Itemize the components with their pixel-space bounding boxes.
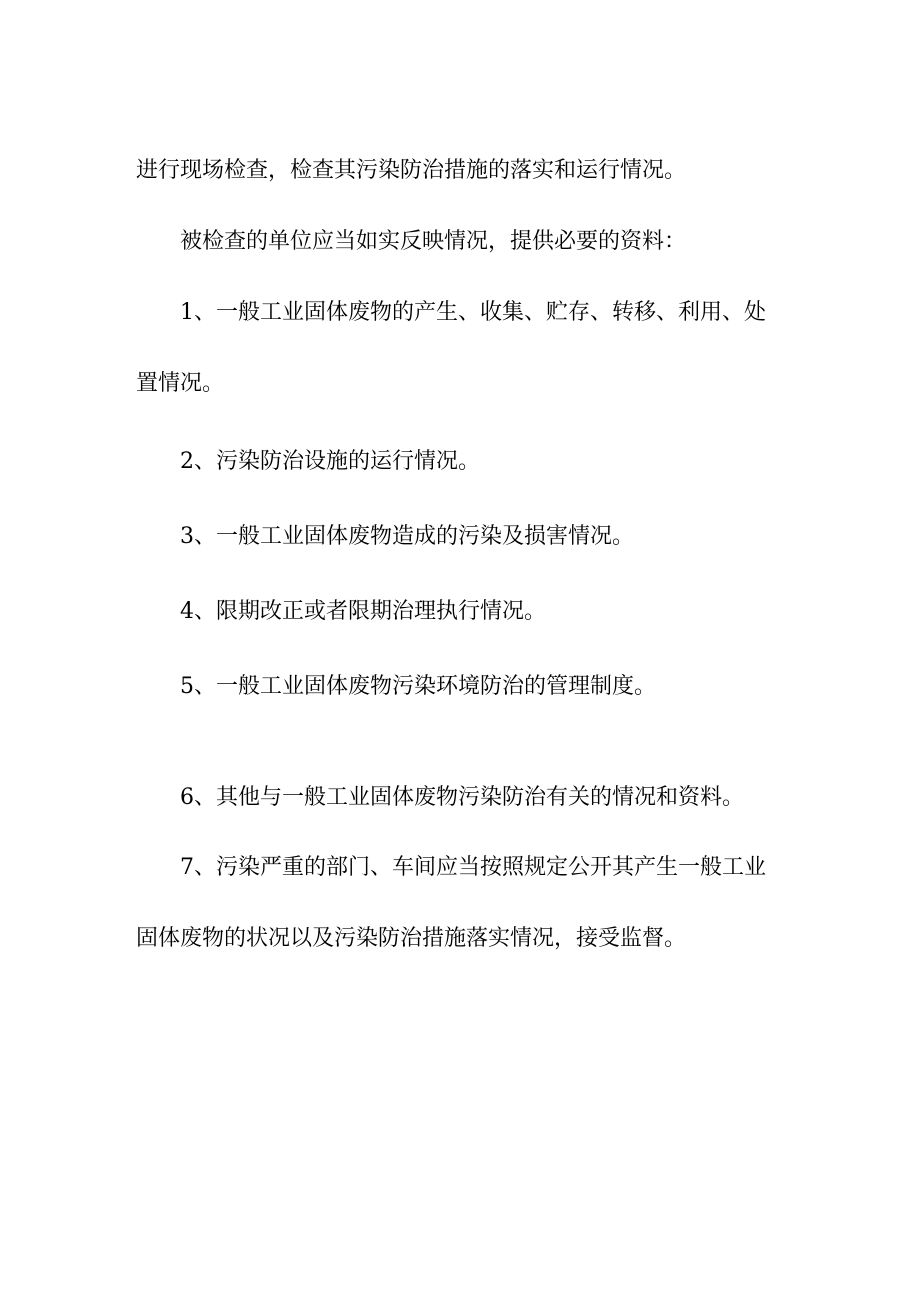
list-item-4: 4、限期改正或者限期治理执行情况。 (180, 599, 546, 624)
list-item-6: 6、其他与一般工业固体废物污染防治有关的情况和资料。 (180, 785, 744, 810)
list-item-5: 5、一般工业固体废物污染环境防治的管理制度。 (180, 674, 656, 699)
list-item-2: 2、污染防治设施的运行情况。 (180, 449, 480, 474)
list-item-3: 3、一般工业固体废物造成的污染及损害情况。 (180, 524, 634, 549)
list-item-7-line-2: 固体废物的状况以及污染防治措施落实情况，接受监督。 (136, 926, 687, 951)
list-item-1-line-2: 置情况。 (136, 371, 225, 396)
paragraph-line-2: 被检查的单位应当如实反映情况，提供必要的资料： (180, 229, 687, 254)
list-item-7-line-1: 7、污染严重的部门、车间应当按照规定公开其产生一般工业 (180, 855, 766, 880)
paragraph-line-1: 进行现场检查，检查其污染防治措施的落实和运行情况。 (136, 158, 687, 183)
list-item-1-line-1: 1、一般工业固体废物的产生、收集、贮存、转移、利用、处 (180, 300, 766, 325)
